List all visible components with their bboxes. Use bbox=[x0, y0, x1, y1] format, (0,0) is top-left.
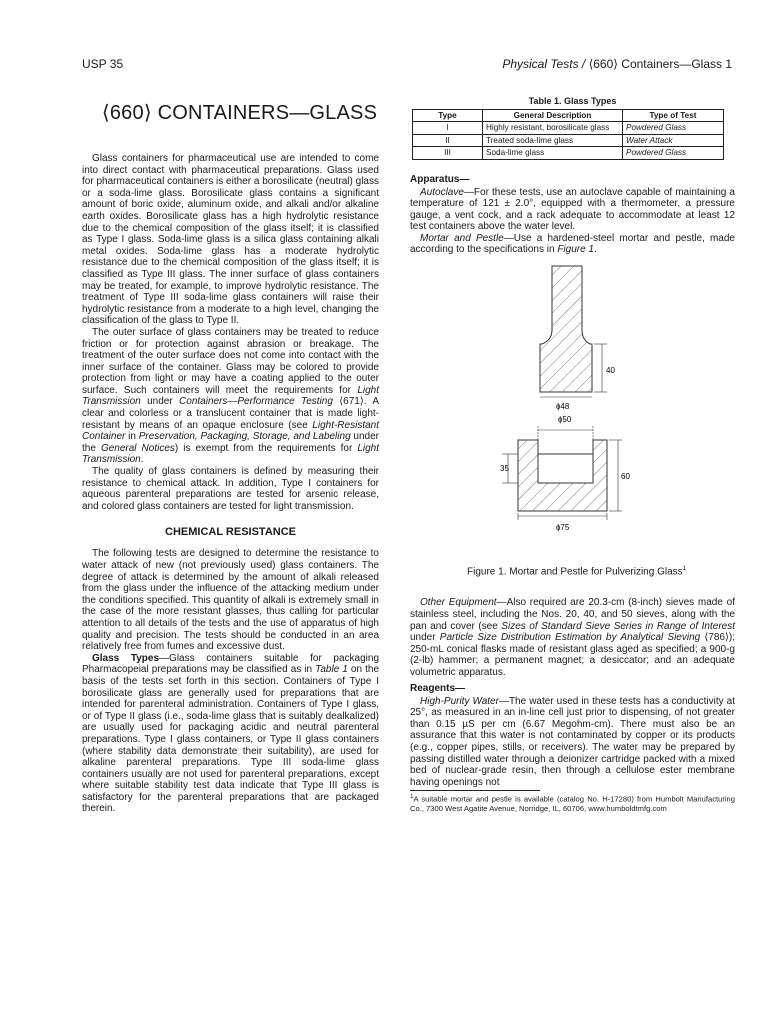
text-run: The outer surface of glass containers may be treated to reduce friction or for protection against abrasion or breakage. The treatment of the outer surface does not come into contact with the inner surface of the container. Glass may be colored to provide protection from light or may have a coating applied to the outer surface. Such containers will meet the requirements for bbox=[82, 326, 379, 396]
table-header-cell: Type of Test bbox=[623, 110, 724, 122]
italic-run: Other Equipment bbox=[420, 597, 497, 609]
table-header-cell: General Description bbox=[483, 110, 623, 122]
page-title: ⟨660⟩ CONTAINERS—GLASS bbox=[101, 102, 378, 124]
italic-run: Preservation, Packaging, Storage, and Labeling bbox=[138, 431, 351, 443]
text-run: under bbox=[410, 632, 440, 644]
dim-label-48: ɸ48 bbox=[556, 402, 570, 412]
table-title: Table 1. Glass Types bbox=[528, 96, 617, 106]
figure-mortar-pestle bbox=[410, 264, 735, 564]
table-row bbox=[413, 134, 724, 147]
italic-run: Autoclave bbox=[420, 186, 464, 198]
table-cell: Powdered Glass bbox=[623, 122, 724, 135]
text-run: ) is exempt from the requirements for bbox=[174, 442, 358, 454]
italic-run: Sizes of Standard Sieve Series in Range of Interest bbox=[501, 620, 736, 632]
bold-run: Glass Types bbox=[92, 652, 160, 664]
dim-label-60: 60 bbox=[621, 472, 630, 482]
italic-run: High-Purity Water bbox=[420, 695, 499, 707]
table-cell: III bbox=[413, 147, 483, 160]
intro-paragraph-1: Glass containers for pharmaceutical use are intended to come into direct contact with pharmaceutical preparations. Glass used for pharmaceutical containers is either a borosilicate (neutral) glass or a soda-lime glass. Borosilicate glass contains a significant amount of boric oxide, aluminum oxide, and alkali and/or alkaline earth oxides. Borosilicate glass has a high hydrolytic resistance due to the chemical composition of the glass itself; it is classified as Type I glass. Soda-lime glass is a silica glass containing alkali metal oxides. Soda-lime glass has a moderate hydrolytic resistance due to the chemical composition of the glass itself; it is classified as Type III glass. The inner surface of glass containers may be treated, for example, to improve hydrolytic resistance. The treatment of Type III soda-lime glass containers will raise their hydrolytic resistance from a moderate to a high level, changing the classification of the glass to Type II. bbox=[82, 153, 379, 327]
autoclave-paragraph bbox=[410, 187, 735, 233]
italic-run: Light Transmission bbox=[82, 384, 379, 408]
glass-types-paragraph bbox=[82, 653, 379, 815]
text-run: . bbox=[594, 244, 597, 256]
italic-run: Containers—Performance Testing bbox=[179, 396, 333, 408]
table-header-row bbox=[413, 110, 724, 122]
table-cell: Soda-lime glass bbox=[483, 147, 623, 160]
apparatus-heading: Apparatus— bbox=[410, 173, 470, 185]
italic-run: Table 1 bbox=[315, 664, 348, 676]
footnote-rule bbox=[410, 790, 540, 791]
text-run: —Use a hardened-steel mortar and pestle, made according to the specifications in bbox=[410, 232, 735, 256]
pestle-shape bbox=[540, 266, 592, 392]
header-italic: Physical Tests / bbox=[502, 57, 586, 71]
italic-run: Mortar and Pestle bbox=[420, 232, 504, 244]
text-run: —For these tests, use an autoclave capable of maintaining a temperature of 121 ± 2.0°, equipped with a thermometer, a pressure gauge, a vent cock, and a rack adequate to accommodate at least 12 test containers above the water level. bbox=[410, 186, 735, 233]
text-run: . bbox=[140, 454, 144, 466]
text-run: in bbox=[125, 431, 139, 443]
italic-run: General Notices bbox=[100, 442, 175, 454]
intro-paragraph-2 bbox=[82, 327, 379, 466]
text-run: under the bbox=[82, 431, 380, 454]
italic-run: Figure 1 bbox=[557, 244, 594, 256]
mortar-pestle-drawing bbox=[410, 264, 735, 564]
text-run: —The water used in these tests has a conductivity at 25°, as measured in an in-line cell just prior to dispensing, of not greater than 0.15 µS per cm (6.67 Megohm-cm). There must also be an assurance that this water is not contaminated by copper or its products (e.g., copper pipes, stills, or receivers). The water may be prepared by passing distilled water through a deionizer cartridge packed with a mixed bed of nuclear-grade resin, then through a cellulose ester membrane having openings not bbox=[410, 695, 735, 788]
footnote-text: A suitable mortar and pestle is available (catalog No. H-17280) from Humbolt Manufacturing Co., 7300 West Agatite Avenue, Norridge, IL, 60706, www.humboldtmfg.com bbox=[410, 794, 735, 813]
dim-label-40: 40 bbox=[606, 366, 615, 376]
table-cell: II bbox=[413, 134, 483, 147]
italic-run: Particle Size Distribution Estimation by Analytical Sieving bbox=[439, 632, 701, 644]
table-cell: Water Attack bbox=[623, 134, 724, 147]
text-run: —Glass containers suitable for packaging Pharmacopeial preparations may be classified as in bbox=[82, 652, 380, 676]
table-header-cell: Type bbox=[413, 110, 483, 122]
running-header-right bbox=[502, 57, 732, 71]
right-column bbox=[410, 96, 735, 813]
table-cell: Treated soda-lime glass bbox=[483, 134, 623, 147]
high-purity-water-paragraph bbox=[410, 696, 735, 789]
footnote bbox=[410, 792, 735, 813]
text-run: under bbox=[140, 396, 180, 408]
table-row bbox=[413, 147, 724, 160]
text-run: —Also required are 20.3-cm (8-inch) sieves made of stainless steel, including the Nos. 20, 40, and 50 sieves, along with the pan and cover (see bbox=[410, 597, 735, 632]
caption-footnote-mark: 1 bbox=[682, 566, 686, 573]
other-equipment-paragraph bbox=[410, 597, 735, 678]
caption-text: Figure 1. Mortar and Pestle for Pulverizing Glass bbox=[467, 566, 683, 578]
italic-run: Light-Resistant Container bbox=[82, 419, 379, 443]
footnote-mark: 1 bbox=[410, 793, 414, 801]
table-cell: Highly resistant, borosilicate glass bbox=[483, 122, 623, 135]
dim-label-35: 35 bbox=[500, 464, 509, 474]
text-run: ⟨786⟩); 250-mL conical flasks made of resistant glass aged as specified; a 900-g (2-lb) hammer; a permanent magnet; a desiccator; and an adequate volumetric apparatus. bbox=[410, 632, 736, 678]
section-heading-chemical-resistance: CHEMICAL RESISTANCE bbox=[165, 526, 296, 539]
dim-label-50: ɸ50 bbox=[558, 415, 572, 425]
italic-run: Light Transmission bbox=[82, 442, 380, 466]
dim-label-75: ɸ75 bbox=[556, 523, 570, 533]
header-rest: ⟨660⟩ Containers—Glass 1 bbox=[585, 57, 732, 71]
running-header-left: USP 35 bbox=[82, 57, 124, 71]
figure-caption bbox=[418, 566, 735, 577]
mortar-paragraph bbox=[410, 233, 735, 256]
table-cell: Powdered Glass bbox=[623, 147, 724, 160]
text-run: ⟨671⟩. A clear and colorless or a translucent container that is made light-resistant by means of an opaque enclosure (see bbox=[82, 396, 379, 431]
chemical-resistance-paragraph: The following tests are designed to determine the resistance to water attack of new (not previously used) glass containers. The degree of attack is determined by the amount of alkali released from the glass under the influence of the attacking medium under the conditions specified. This quantity of alkali is extremely small in the case of the more resistant glasses, thus calling for particular attention to all details of the tests and the use of apparatus of high quality and precision. The tests should be conducted in an area relatively free from fumes and excessive dust. bbox=[82, 548, 379, 653]
table-cell: I bbox=[413, 122, 483, 135]
reagents-heading: Reagents— bbox=[410, 682, 466, 694]
table-row bbox=[413, 122, 724, 135]
mortar-cavity bbox=[538, 454, 593, 483]
glass-types-table bbox=[412, 109, 724, 160]
intro-paragraph-3: The quality of glass containers is defined by measuring their resistance to chemical attack. In addition, Type I containers for aqueous parenteral preparations are tested for arsenic release, and colored glass containers are tested for light transmission. bbox=[82, 466, 379, 512]
left-column bbox=[82, 96, 379, 815]
text-run: on the basis of the tests set forth in this section. Containers of Type I borosilicate glass are generally used for preparations that are intended for parenteral administration. Containers of Type I glass, or of Type II glass (i.e., soda-lime glass that is suitably dealkalized) are usually used for packaging acidic and neutral parenteral preparations. Type I glass containers, or Type II glass containers (where stability data demonstrate their suitability), are used for alkaline parenteral preparations. Type III soda-lime glass containers usually are not used for parenteral preparations, except where suitable stability test data indicate that Type III glass is satisfactory for the parenteral preparations that are packaged therein. bbox=[82, 664, 380, 815]
